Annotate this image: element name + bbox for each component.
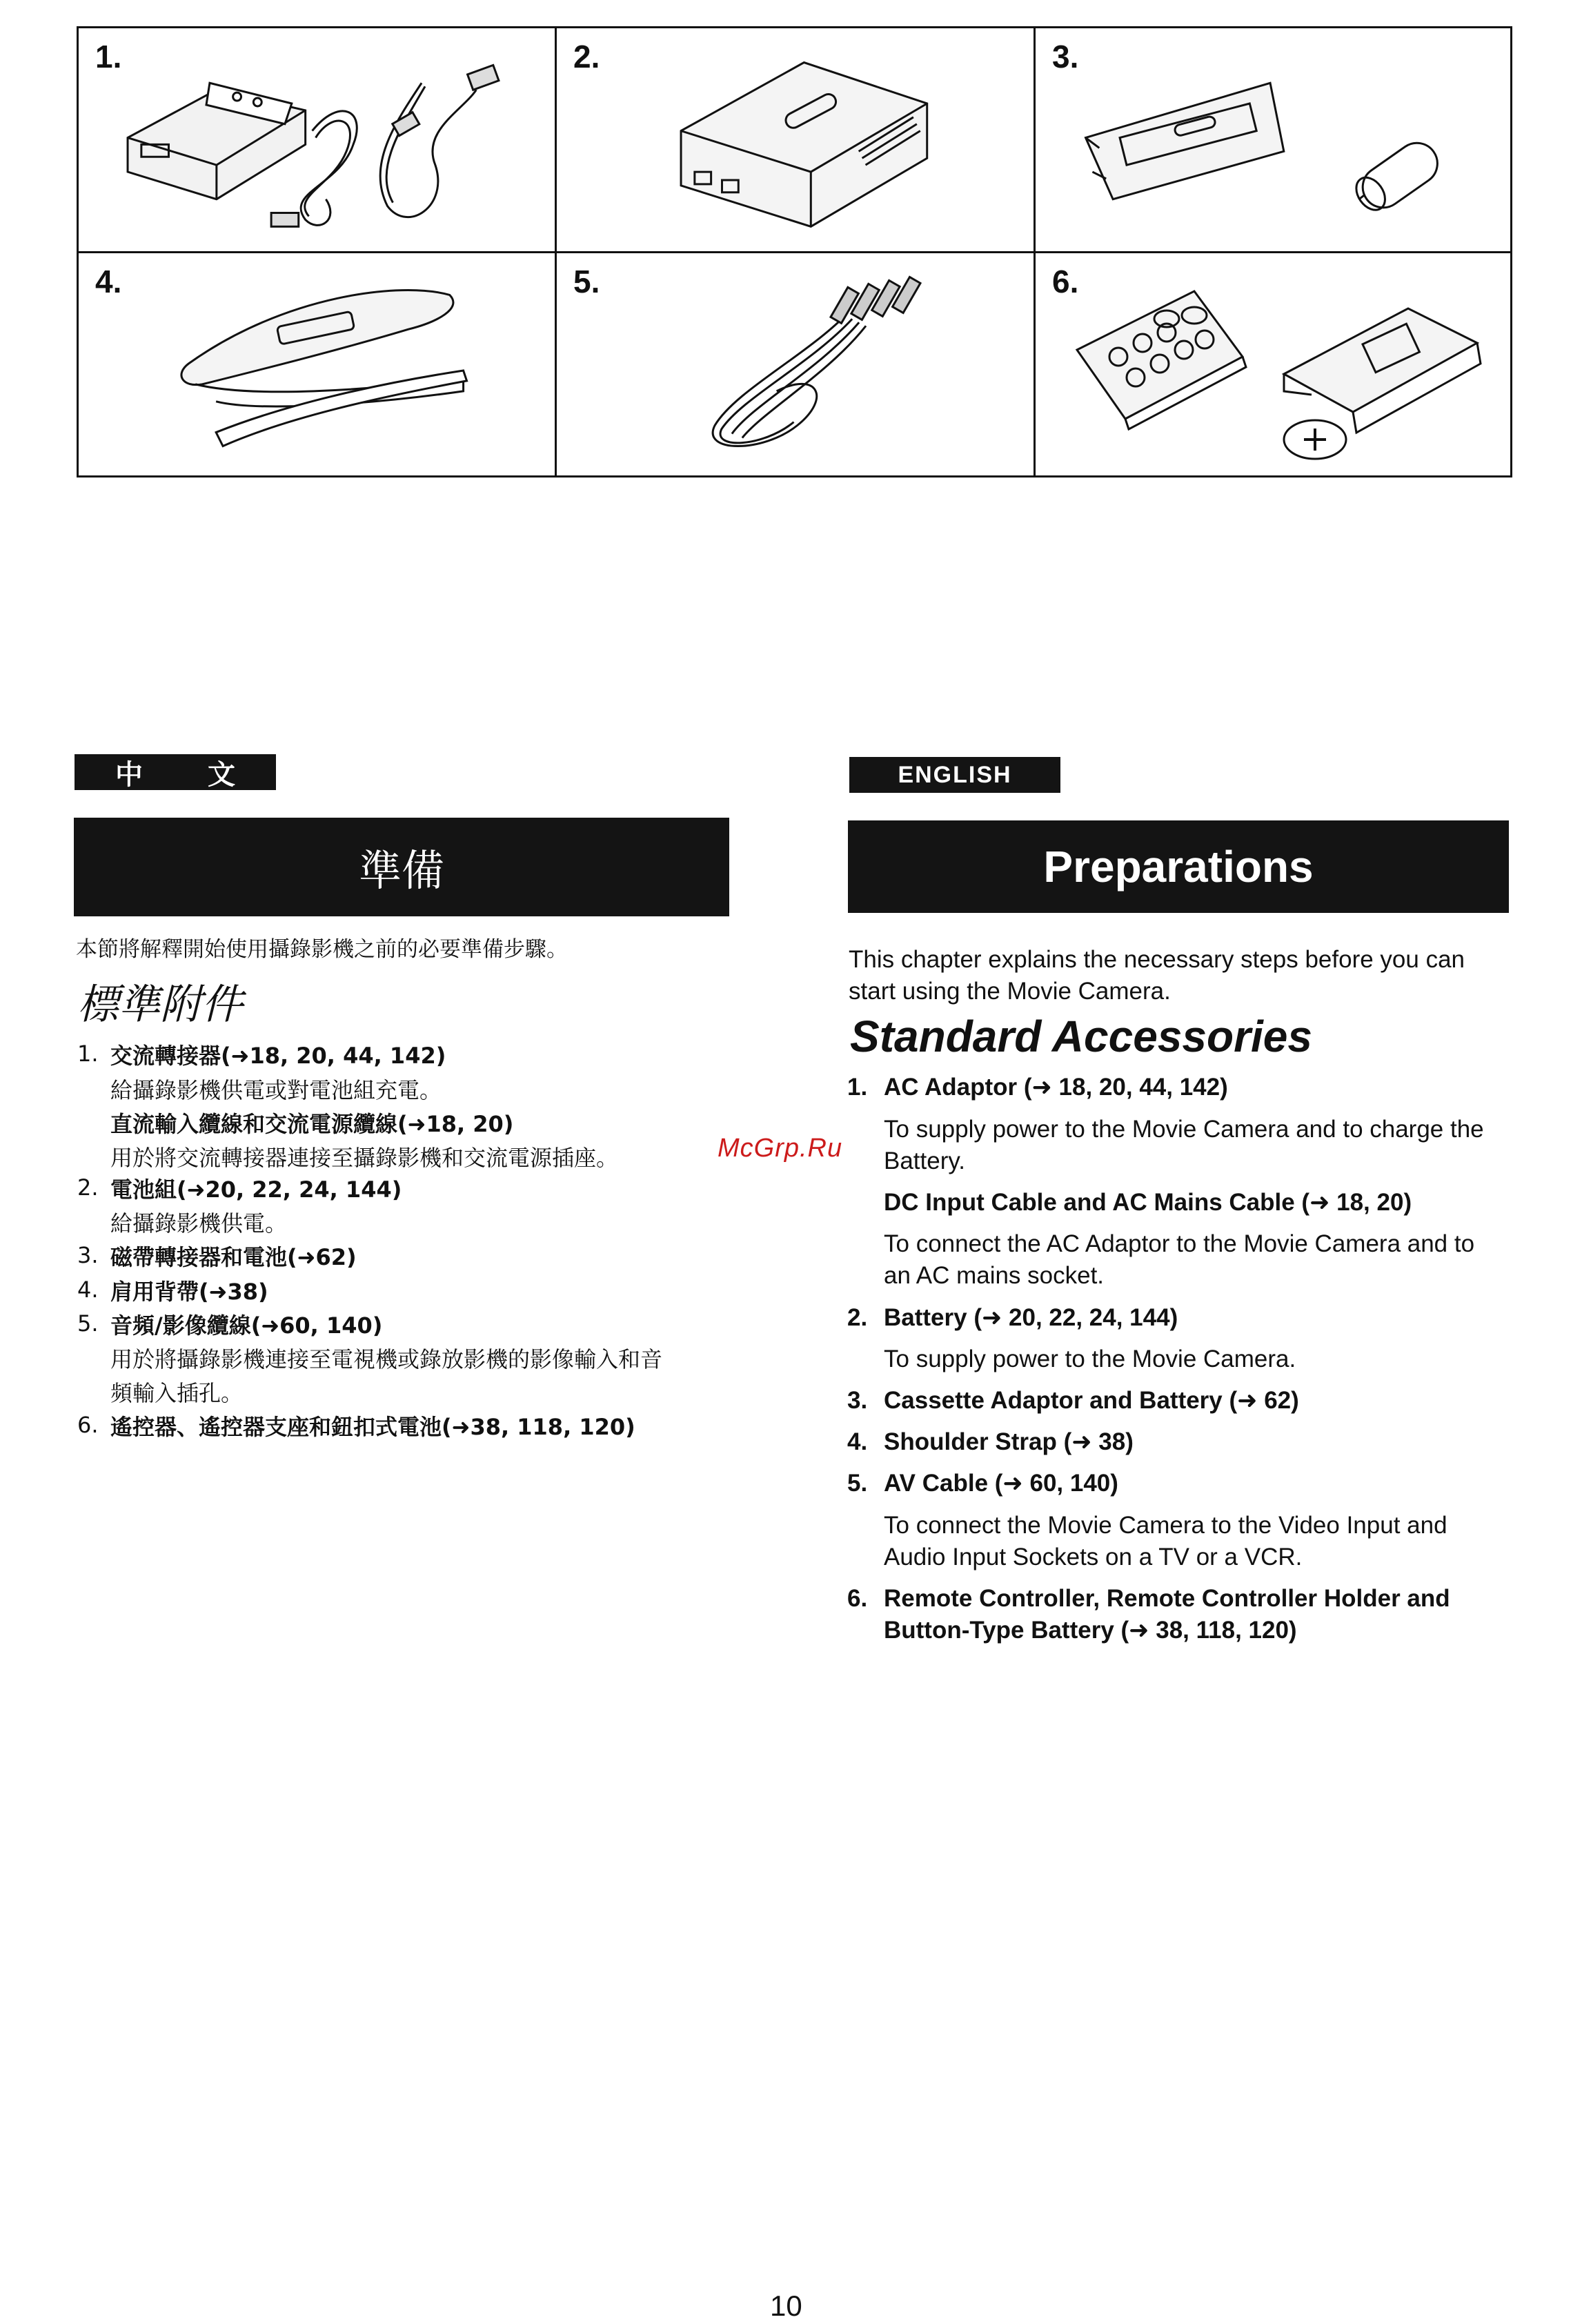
- list-item-desc: 頻輸入插孔。: [110, 1380, 244, 1406]
- list-number: 1.: [77, 1041, 99, 1067]
- cell-shoulder-strap: [79, 253, 557, 477]
- cell-number: 3.: [1052, 39, 1079, 75]
- list-number: 5.: [77, 1310, 99, 1337]
- list-item-title: 音頻/影像纜線(➜60, 140): [110, 1312, 383, 1339]
- english-section-banner: Preparations: [848, 820, 1509, 913]
- shoulder-strap-illustration: [79, 253, 555, 477]
- list-number: 2.: [77, 1174, 99, 1201]
- list-item-desc: 給攝錄影機供電或對電池組充電。: [110, 1077, 442, 1103]
- accessories-illustration-grid: [77, 26, 1512, 477]
- list-item-title: 交流轉接器(➜18, 20, 44, 142): [110, 1043, 446, 1069]
- list-item-desc: To connect the Movie Camera to the Video Input and Audio Input Sockets on a TV or a VCR.: [884, 1512, 1447, 1570]
- cell-number: 4.: [95, 264, 122, 299]
- list-item-desc: 用於將攝錄影機連接至電視機或錄放影機的影像輸入和音: [110, 1346, 663, 1372]
- list-item-title: 肩用背帶(➜38): [110, 1279, 268, 1305]
- list-item-title: AV Cable (➜ 60, 140): [884, 1470, 1118, 1497]
- list-number: 4.: [77, 1277, 99, 1303]
- ac-adaptor-illustration: [79, 28, 555, 251]
- cell-ac-adaptor: [79, 28, 557, 253]
- list-item-desc: To connect the AC Adaptor to the Movie Camera and to an AC mains socket.: [884, 1230, 1475, 1289]
- list-item-subtitle: 直流輸入纜線和交流電源纜線(➜18, 20): [110, 1111, 514, 1137]
- list-number: 3.: [77, 1242, 99, 1268]
- list-item-title: 電池組(➜20, 22, 24, 144): [110, 1176, 402, 1203]
- english-heading: Standard Accessories: [850, 1012, 1312, 1061]
- chinese-language-tag: 中 文: [75, 754, 276, 790]
- list-item-title: Cassette Adaptor and Battery (➜ 62): [884, 1387, 1299, 1414]
- english-language-tag: ENGLISH: [849, 757, 1060, 793]
- list-number: 3.: [847, 1387, 868, 1414]
- list-number: 6.: [77, 1412, 99, 1438]
- cell-cassette-adaptor: [1036, 28, 1510, 253]
- list-number: 4.: [847, 1428, 868, 1455]
- list-item-desc: To supply power to the Movie Camera and to charge the Battery.: [884, 1116, 1484, 1174]
- remote-controller-illustration: [1036, 253, 1510, 477]
- chinese-intro: 本節將解釋開始使用攝錄影機之前的必要準備步驟。: [76, 937, 568, 962]
- cell-number: 6.: [1052, 264, 1079, 299]
- cell-av-cable: [557, 253, 1036, 477]
- cell-remote-controller: [1036, 253, 1510, 477]
- list-item-title: Shoulder Strap (➜ 38): [884, 1428, 1134, 1455]
- english-intro: This chapter explains the necessary steps before you can start using the Movie Camera.: [849, 946, 1465, 1005]
- chinese-heading: 標準附件: [77, 981, 243, 1029]
- cell-number: 1.: [95, 39, 122, 75]
- list-item-title: Remote Controller, Remote Controller Holder and Button-Type Battery (➜ 38, 118, 120): [884, 1585, 1450, 1644]
- list-item-desc: 用於將交流轉接器連接至攝錄影機和交流電源插座。: [110, 1145, 619, 1171]
- list-item-title: AC Adaptor (➜ 18, 20, 44, 142): [884, 1074, 1228, 1101]
- cassette-adaptor-illustration: [1036, 28, 1510, 251]
- list-number: 6.: [847, 1585, 868, 1612]
- cell-battery: [557, 28, 1036, 253]
- list-number: 2.: [847, 1304, 868, 1331]
- chinese-section-banner: 準備: [74, 818, 729, 916]
- list-item-title: Battery (➜ 20, 22, 24, 144): [884, 1304, 1178, 1331]
- watermark-text: McGrp.Ru: [718, 1134, 843, 1163]
- list-item-title: 磁帶轉接器和電池(➜62): [110, 1244, 357, 1270]
- list-item-title: 遙控器、遙控器支座和鈕扣式電池(➜38, 118, 120): [110, 1414, 635, 1440]
- battery-pack-illustration: [557, 28, 1034, 251]
- list-number: 1.: [847, 1074, 868, 1101]
- cell-number: 2.: [573, 39, 600, 75]
- list-item-subtitle: DC Input Cable and AC Mains Cable (➜ 18, 20): [884, 1189, 1412, 1216]
- list-number: 5.: [847, 1470, 868, 1497]
- page-number: 10: [770, 2289, 802, 2322]
- av-cable-illustration: [557, 253, 1034, 477]
- list-item-desc: 給攝錄影機供電。: [110, 1210, 288, 1237]
- cell-number: 5.: [573, 264, 600, 299]
- list-item-desc: To supply power to the Movie Camera.: [884, 1346, 1296, 1372]
